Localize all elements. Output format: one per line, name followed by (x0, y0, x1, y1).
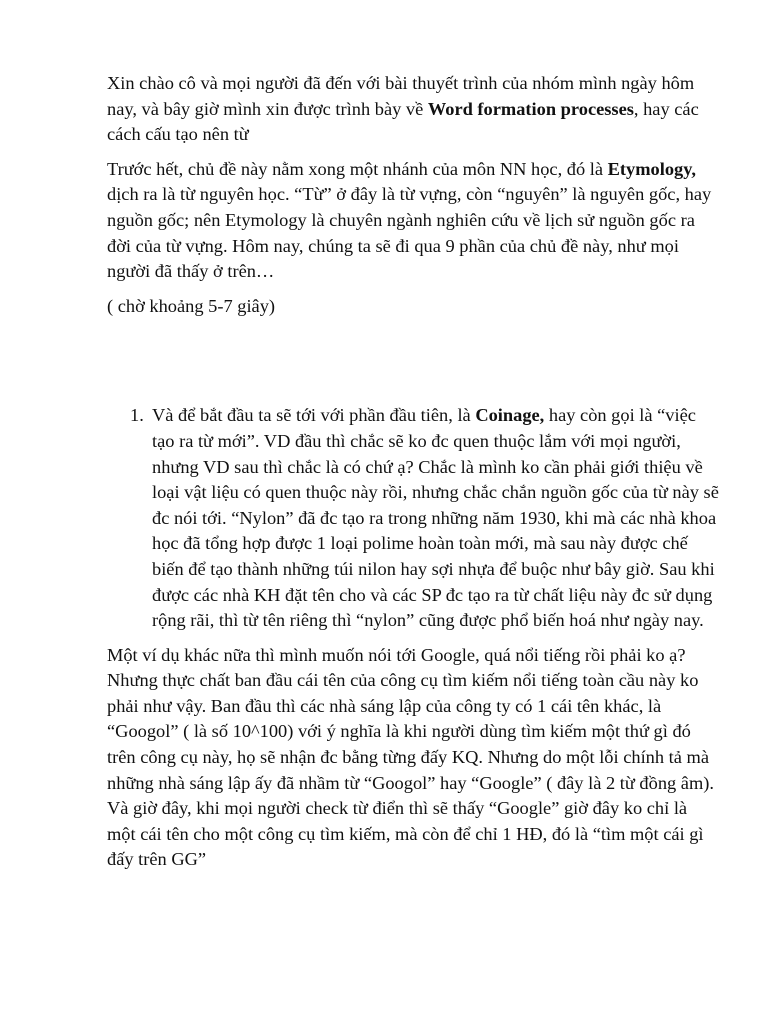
document-page (107, 71, 719, 882)
etymology-text: Trước hết, chủ đề này nằm xong một nhánh của môn NN học, đó là (107, 158, 608, 179)
coinage-text-end: hay còn gọi là “việc tạo ra từ mới”. VD đầu thì chắc sẽ ko đc quen thuộc lắm với mọi người, nhưng VD sau thì chắc là có chứ ạ? Chắc là mình ko cần phải giới thiệu về loại vật liệu có quen thuộc này rồi, nhưng chắc chắn nguồn gốc của từ này sẽ đc nói tới. “Nylon” đã đc tạo ra trong những năm 1930, khi mà các nhà khoa học đã tổng hợp được 1 loại polime hoàn toàn mới, mà sau này được chế biến để tạo thành những túi nilon hay sợi nhựa để buộc như bây giờ. Sau khi được các nhà KH đặt tên cho và các SP đc tạo ra từ chất liệu này đc sử dụng rộng rãi, thì từ tên riêng thì “nylon” cũng được phổ biến hoá như ngày nay. (152, 405, 719, 631)
list-number: 1. (130, 405, 144, 426)
etymology-text-end: dịch ra là từ nguyên học. “Từ” ở đây là từ vựng, còn “nguyên” là nguyên gốc, hay nguồn gốc; nên Etymology là chuyên ngành nghiên cứu về lịch sử nguồn gốc ra đời của từ vựng. Hôm nay, chúng ta sẽ đi qua 9 phần của chủ đề này, như mọi người đã thấy ở trên… (107, 184, 712, 282)
intro-text: Xin chào cô và mọi người đã đến với bài thuyết trình của nhóm mình ngày hôm nay, và bây giờ mình xin được trình bày về (107, 73, 695, 119)
intro-text-end: , hay các cách cấu tạo nên từ (107, 98, 699, 145)
coinage-bold-term: Coinage, (475, 405, 545, 426)
intro-paragraph (107, 71, 719, 148)
blank-space (107, 328, 719, 403)
etymology-bold-term: Etymology, (607, 158, 697, 179)
etymology-paragraph (107, 157, 719, 285)
numbered-list (107, 403, 719, 633)
list-item-coinage (107, 403, 719, 633)
intro-bold-term: Word formation processes (427, 98, 634, 119)
coinage-text: Và để bắt đầu ta sẽ tới với phần đầu tiên, là (152, 405, 476, 426)
google-paragraph: Một ví dụ khác nữa thì mình muốn nói tới Google, quá nổi tiếng rồi phải ko ạ? Nhưng thực chất ban đầu cái tên của công cụ tìm kiếm nổi tiếng toàn cầu này ko phải như vậy. Ban đầu thì các nhà sáng lập của công ty có 1 cái tên khác, là “Googol” ( là số 10^100) với ý nghĩa là khi người dùng tìm kiếm một thứ gì đó trên công cụ này, họ sẽ nhận đc bằng từng đấy KQ. Nhưng do một lỗi chính tả mà những nhà sáng lập ấy đã nhầm từ “Googol” hay “Google” ( đây là 2 từ đồng âm). Và giờ đây, khi mọi người check từ điển thì sẽ thấy “Google” giờ đây ko chỉ là một cái tên cho một công cụ tìm kiếm, mà còn để chỉ 1 HĐ, đó là “tìm một cái gì đấy trên GG” (107, 644, 714, 870)
pause-note: ( chờ khoảng 5-7 giây) (107, 295, 276, 316)
